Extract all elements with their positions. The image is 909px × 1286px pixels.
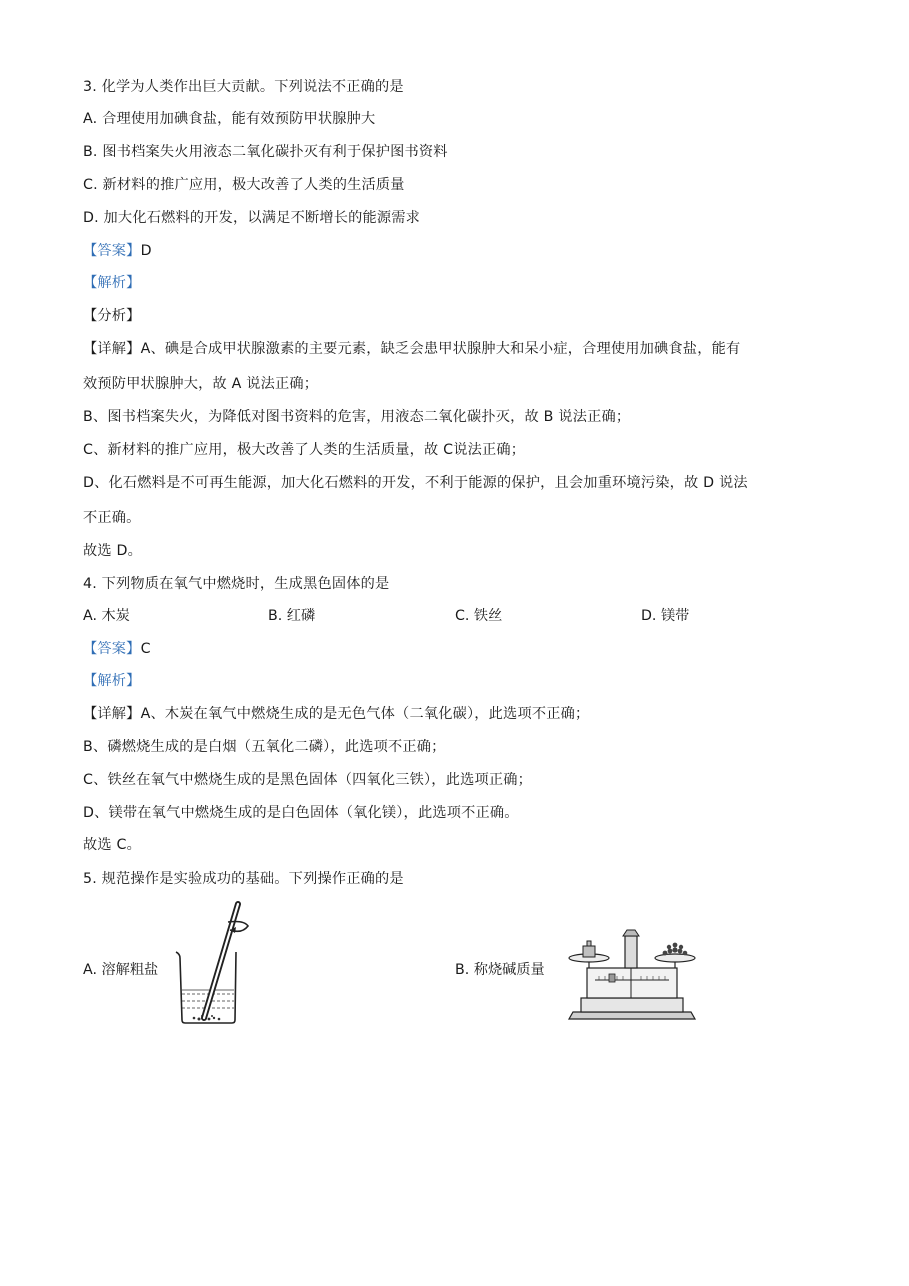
answer-tag: 【答案】: [83, 243, 141, 259]
q3-detail-line: 不正确。: [83, 510, 141, 526]
q5-option-a-label: A. 溶解粗盐: [83, 962, 159, 978]
q3-detail-line: D、化石燃料是不可再生能源，加大化石燃料的开发，不利于能源的保护，且会加重环境污染，故 D 说法: [83, 475, 748, 491]
q3-stem: 3. 化学为人类作出巨大贡献。下列说法不正确的是: [83, 79, 404, 95]
q4-answer: [83, 640, 151, 658]
detail-text: A、碘是合成甲状腺激素的主要元素，缺乏会患甲状腺肿大和呆小症，合理使用加碘食盐，能有: [140, 341, 741, 357]
q3-option-c: C. 新材料的推广应用，极大改善了人类的生活质量: [83, 177, 405, 193]
q3-option-d: D. 加大化石燃料的开发，以满足不断增长的能源需求: [83, 210, 421, 226]
q3-analysis-tag: 【解析】: [83, 275, 141, 291]
q3-detail-line: [83, 340, 740, 358]
q3-option-a: A. 合理使用加碘食盐，能有效预防甲状腺肿大: [83, 111, 376, 127]
q4-stem: 4. 下列物质在氧气中燃烧时，生成黑色固体的是: [83, 576, 390, 592]
answer-tag: 【答案】: [83, 641, 141, 657]
q5-stem: 5. 规范操作是实验成功的基础。下列操作正确的是: [83, 871, 404, 887]
q3-option-b: B. 图书档案失火用液态二氧化碳扑灭有利于保护图书资料: [83, 144, 448, 160]
q3-answer: [83, 242, 152, 260]
detail-text: A、木炭在氧气中燃烧生成的是无色气体（二氧化碳），此选项不正确；: [140, 706, 590, 722]
q4-analysis-tag: 【解析】: [83, 673, 141, 689]
q4-conclusion: 故选 C。: [83, 837, 141, 853]
q4-option-a: A. 木炭: [83, 608, 130, 624]
q4-detail-line: C、铁丝在氧气中燃烧生成的是黑色固体（四氧化三铁），此选项正确；: [83, 772, 533, 788]
q3-conclusion: 故选 D。: [83, 543, 142, 559]
q3-detail-line: 效预防甲状腺肿大，故 A 说法正确；: [83, 376, 319, 392]
q4-detail-line: B、磷燃烧生成的是白烟（五氧化二磷），此选项不正确；: [83, 739, 446, 755]
detail-tag: 【详解】: [83, 706, 141, 722]
beaker-stirring-figure: [170, 900, 250, 1028]
balance-scale-figure: [565, 928, 699, 1022]
q3-detail-line: C、新材料的推广应用，极大改善了人类的生活质量，故 C说法正确；: [83, 442, 526, 458]
q3-fenxi-tag: 【分析】: [83, 308, 141, 324]
q4-option-b: B. 红磷: [268, 608, 316, 624]
q5-option-b-label: B. 称烧碱质量: [455, 962, 545, 978]
q4-option-d: D. 镁带: [641, 608, 690, 624]
q4-detail-line: D、镁带在氧气中燃烧生成的是白色固体（氧化镁），此选项不正确。: [83, 805, 519, 821]
detail-tag: 【详解】: [83, 341, 141, 357]
q3-detail-line: B、图书档案失火，为降低对图书资料的危害，用液态二氧化碳扑灭，故 B 说法正确；: [83, 409, 631, 425]
q4-detail-line: [83, 705, 589, 723]
q4-option-c: C. 铁丝: [455, 608, 503, 624]
answer-value: D: [140, 243, 152, 259]
answer-value: C: [140, 641, 151, 657]
